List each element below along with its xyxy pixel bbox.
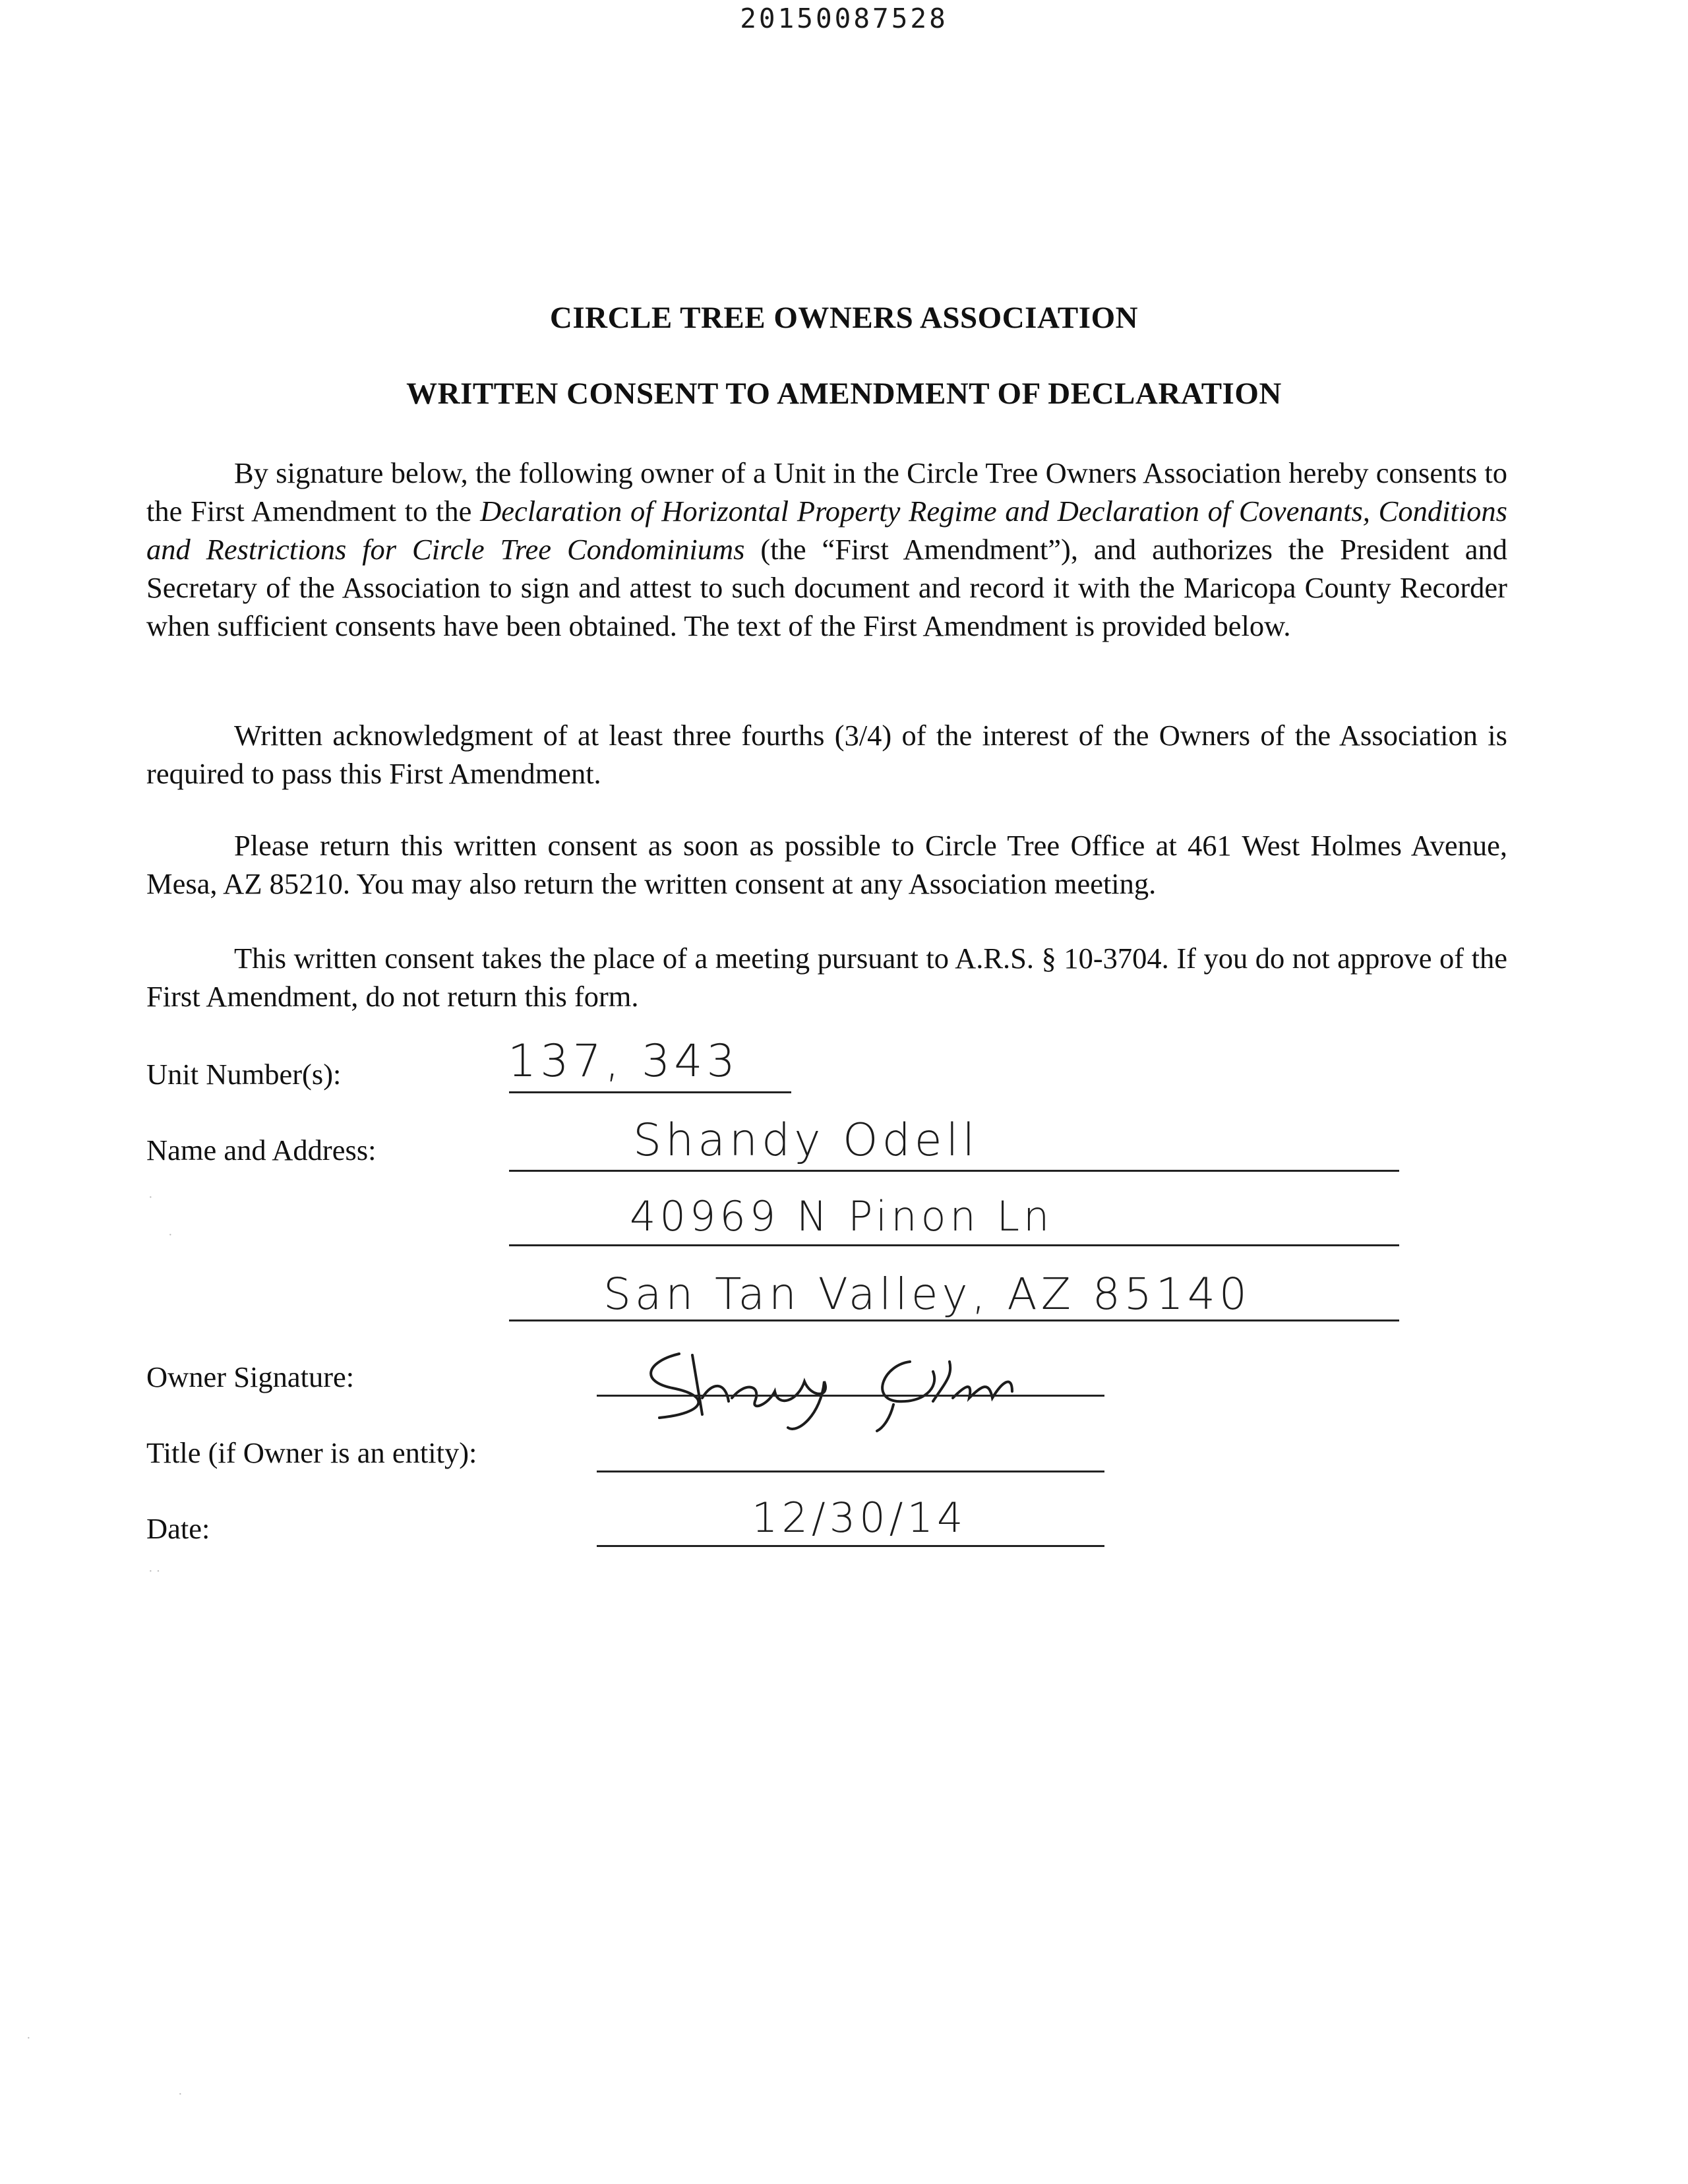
address-line1-line xyxy=(509,1244,1399,1246)
return-instructions-text: Please return this written consent as soon as possible to Circle Tree Office at 461 West Holmes Avenue, Mesa, AZ 85210. You may also return the written consent at any Association meeting. xyxy=(146,829,1507,900)
unit-number-value[interactable]: 137, 343 xyxy=(508,1035,739,1087)
scan-speck: · xyxy=(178,2087,183,2102)
scan-speck: · xyxy=(148,1190,153,1205)
date-line xyxy=(597,1545,1104,1547)
acknowledgment-paragraph xyxy=(146,716,1507,793)
date-value[interactable]: 12/30/14 xyxy=(752,1494,967,1542)
owner-signature-icon[interactable] xyxy=(633,1335,1081,1434)
meeting-text: This written consent takes the place of a meeting pursuant to A.R.S. § 10-3704. If you do not approve of the First Amendment, do not return this form. xyxy=(146,942,1507,1013)
address-line1-value[interactable]: 40969 N Pinon Ln xyxy=(630,1192,1054,1240)
title-line xyxy=(597,1471,1104,1472)
consent-text-a: By signature below, the following owner of a Unit in the Circle Tree Owners Association hereby consents to the First Amendment to the xyxy=(146,456,1507,528)
return-instructions-paragraph xyxy=(146,826,1507,903)
declaration-title: Declaration of Horizontal Property Regime and Declaration of Covenants, Conditions and Restrictions for Circle Tree Condominiums xyxy=(146,495,1507,566)
scan-speck: · xyxy=(168,1228,173,1242)
date-label: Date: xyxy=(146,1512,210,1545)
address-line2-line xyxy=(509,1320,1399,1321)
address-line2-value[interactable]: San Tan Valley, AZ 85140 xyxy=(603,1269,1251,1320)
consent-paragraph xyxy=(146,454,1507,645)
scan-speck: · · xyxy=(148,1564,161,1579)
association-title: CIRCLE TREE OWNERS ASSOCIATION xyxy=(549,301,1139,335)
unit-number-label: Unit Number(s): xyxy=(146,1058,342,1091)
title-label: Title (if Owner is an entity): xyxy=(146,1436,477,1469)
name-address-label: Name and Address: xyxy=(146,1134,377,1167)
name-line xyxy=(509,1170,1399,1172)
meeting-paragraph xyxy=(146,939,1507,1016)
recording-number: 20150087528 xyxy=(740,3,948,34)
scan-speck: · xyxy=(26,2031,31,2046)
consent-text-b: (the “First Amendment”), and authorizes the President and Secretary of the Association to sign and attest to such document and record it with the Maricopa County Recorder when sufficient consents have been obtained. The text of the First Amendment is provided below. xyxy=(146,533,1507,642)
owner-signature-label: Owner Signature: xyxy=(146,1360,355,1393)
owner-name-value[interactable]: Shandy Odell xyxy=(633,1114,979,1167)
unit-number-line xyxy=(509,1091,791,1093)
signature-line xyxy=(597,1395,1104,1397)
document-title: WRITTEN CONSENT TO AMENDMENT OF DECLARATION xyxy=(406,377,1282,411)
acknowledgment-text: Written acknowledgment of at least three fourths (3/4) of the interest of the Owners of the Association is required to pass this First Amendment. xyxy=(146,719,1507,790)
